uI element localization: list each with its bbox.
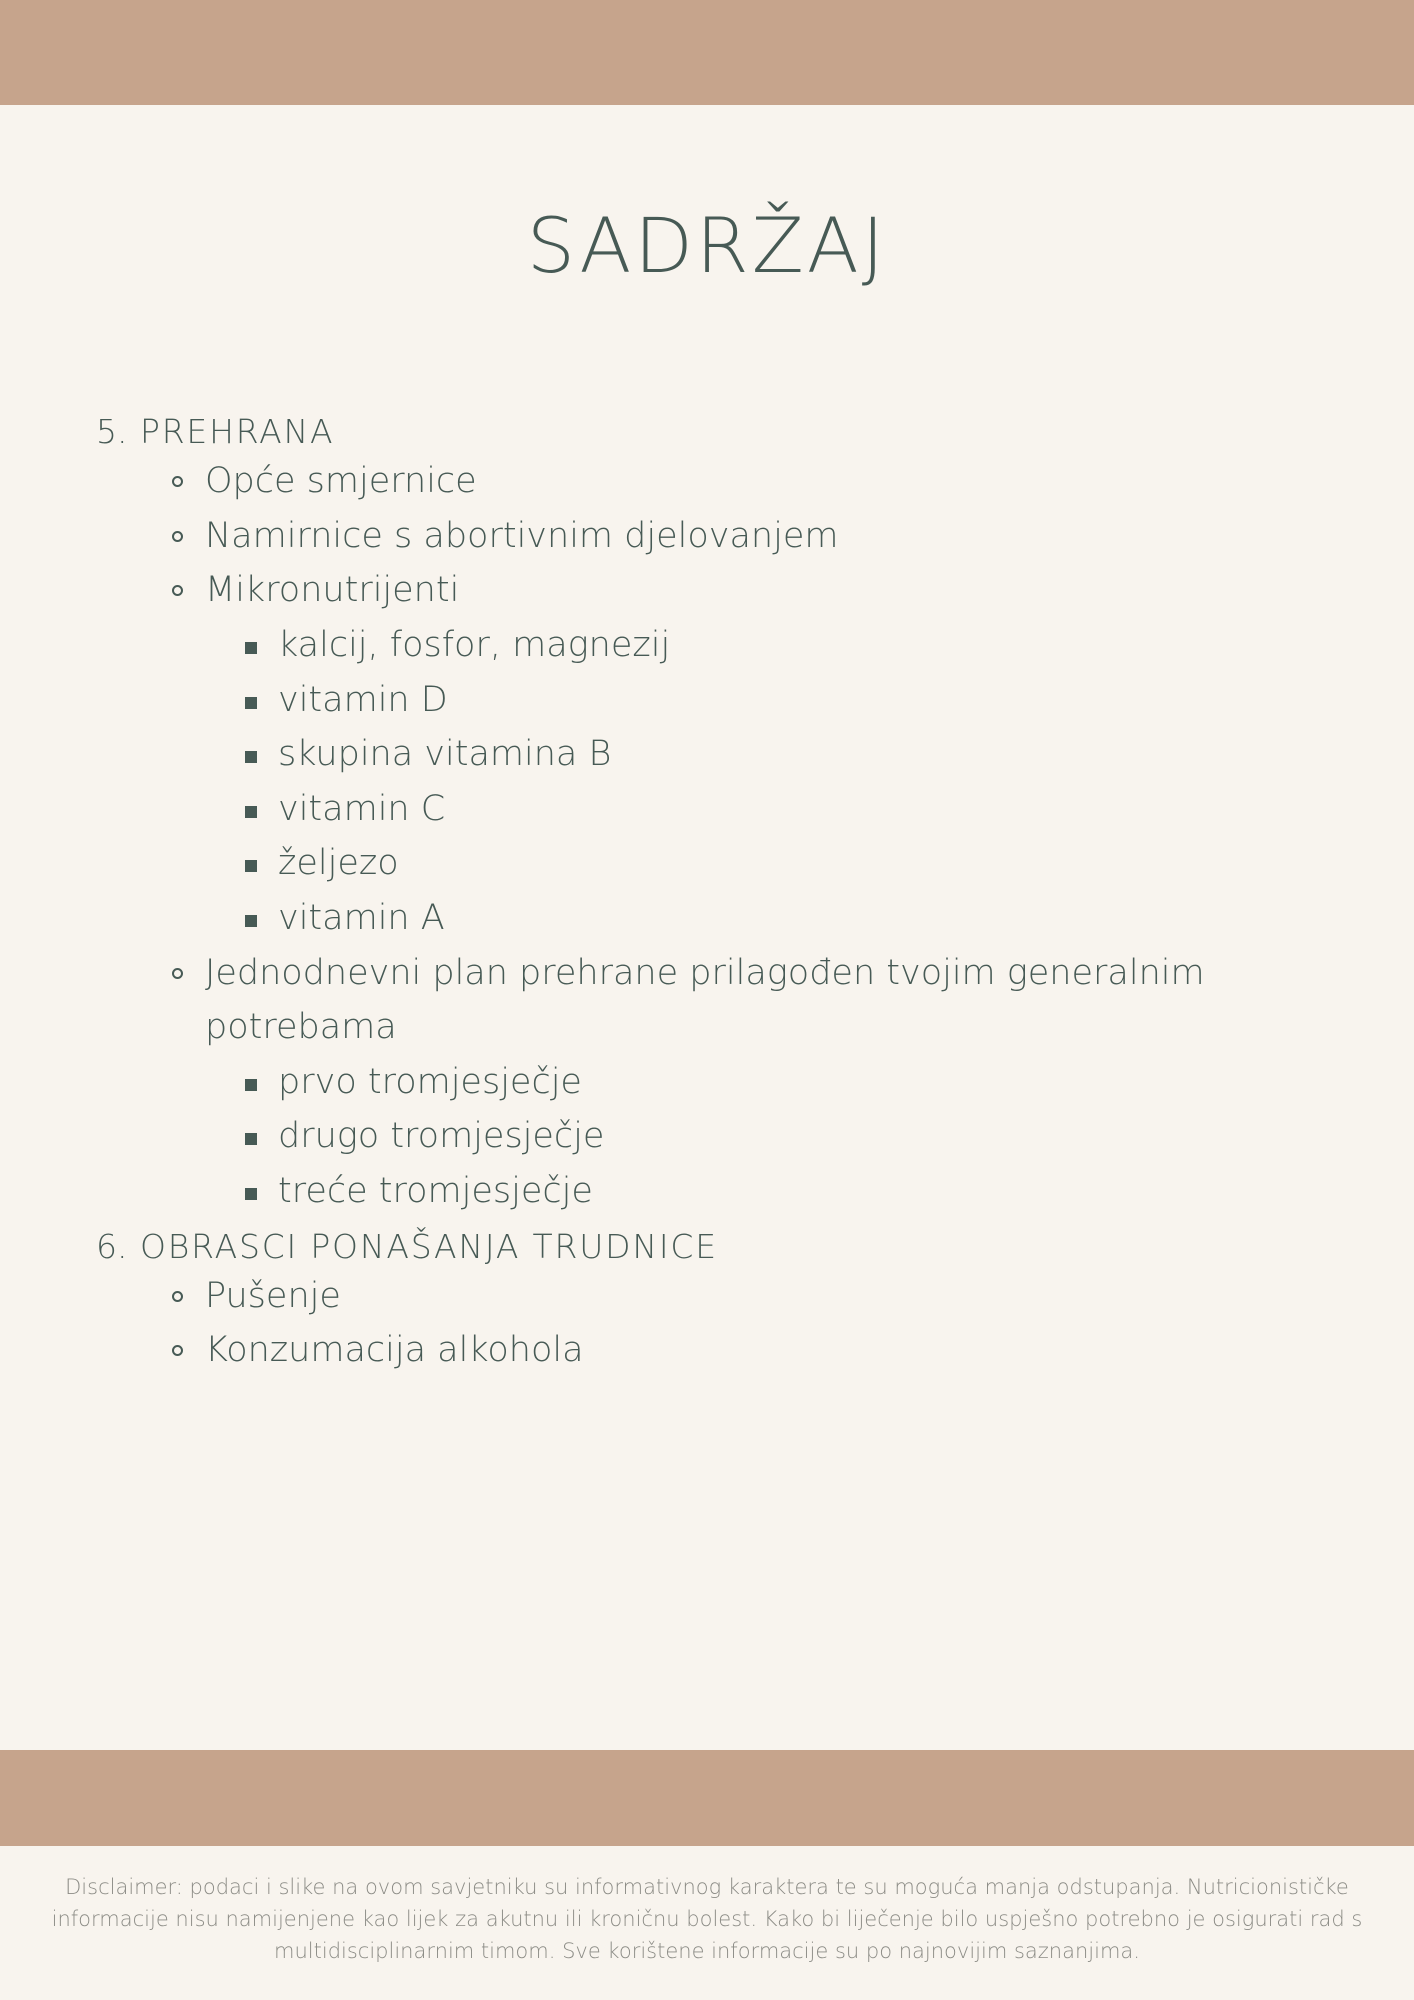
- toc-section-label: PREHRANA: [140, 412, 335, 451]
- toc-subsubitem-label: željezo: [278, 843, 399, 884]
- toc-subitem[interactable]: [0, 1323, 1345, 1378]
- toc-subsubitem[interactable]: [205, 1055, 1345, 1110]
- toc-subitem-label: Pušenje: [205, 1275, 341, 1316]
- toc-section-number: 6.: [96, 1226, 128, 1266]
- square-bullet-icon: [245, 806, 257, 818]
- toc-subitem-label: Namirnice s abortivnim djelovanjem: [205, 515, 839, 556]
- toc-subsubitem-list: [205, 1055, 1345, 1219]
- disclaimer-text: Disclaimer: podaci i slike na ovom savjetniku su informativnog karaktera te su moguća manja odstupanja. Nutricionističke informacije nisu namijenjene kao lijek za akutnu ili kroničnu bolest. Kako bi liječenje bilo uspješno potrebno je osigurati rad s multidisciplinarnim timom. Sve korištene informacije su po najnovijim saznanjima.: [51, 1875, 1363, 1963]
- toc-subsubitem[interactable]: [205, 727, 1345, 782]
- toc-subsubitem[interactable]: [205, 782, 1345, 837]
- top-decorative-band: [0, 0, 1414, 105]
- toc-subsubitem-label: skupina vitamina B: [278, 734, 612, 775]
- toc-section: [0, 1225, 1414, 1378]
- square-bullet-icon: [245, 1133, 257, 1145]
- square-bullet-icon: [245, 697, 257, 709]
- toc-section-number: 5.: [96, 412, 128, 451]
- circle-bullet-icon: [172, 476, 183, 487]
- toc-subsubitem[interactable]: [205, 836, 1345, 891]
- circle-bullet-icon: [172, 531, 183, 542]
- toc-subitem-label: Opće smjernice: [205, 461, 477, 502]
- circle-bullet-icon: [172, 1291, 183, 1302]
- toc-subsubitem-label: prvo tromjesječje: [278, 1061, 582, 1102]
- toc-subitem-label: Jednodnevni plan prehrane prilagođen tvojim generalnim potrebama: [205, 952, 1205, 1048]
- toc-subitem[interactable]: [0, 946, 1345, 1219]
- toc-subitem[interactable]: [0, 509, 1345, 564]
- toc-subitem[interactable]: [0, 454, 1345, 509]
- bottom-decorative-band: [0, 1750, 1414, 1846]
- square-bullet-icon: [245, 915, 257, 927]
- toc-subsubitem-label: vitamin A: [278, 897, 445, 938]
- circle-bullet-icon: [172, 585, 183, 596]
- toc-subsubitem[interactable]: [205, 1109, 1345, 1164]
- toc-subitem[interactable]: [0, 563, 1345, 945]
- toc-subitem-list: [0, 454, 1414, 1218]
- toc-subsubitem-label: vitamin C: [278, 788, 446, 829]
- circle-bullet-icon: [172, 1345, 183, 1356]
- toc-subitem[interactable]: [0, 1269, 1345, 1324]
- toc-subsubitem[interactable]: [205, 673, 1345, 728]
- toc-subitem-label: Konzumacija alkohola: [205, 1330, 584, 1371]
- square-bullet-icon: [245, 1188, 257, 1200]
- toc-subitem-list: [0, 1269, 1414, 1378]
- section-list: [0, 410, 1414, 1378]
- toc-subsubitem[interactable]: [205, 891, 1345, 946]
- square-bullet-icon: [245, 1079, 257, 1091]
- toc-subsubitem[interactable]: [205, 618, 1345, 673]
- toc-subsubitem[interactable]: [205, 1164, 1345, 1219]
- toc-subitem-label: Mikronutrijenti: [205, 570, 460, 611]
- square-bullet-icon: [245, 751, 257, 763]
- toc-subsubitem-list: [205, 618, 1345, 946]
- toc-subsubitem-label: drugo tromjesječje: [278, 1116, 605, 1157]
- toc-subsubitem-label: vitamin D: [278, 679, 448, 720]
- toc-subsubitem-label: kalcij, fosfor, magnezij: [278, 625, 671, 665]
- toc-section-label: OBRASCI PONAŠANJA TRUDNICE: [140, 1226, 718, 1266]
- toc-section-heading[interactable]: [0, 1225, 1414, 1269]
- table-of-contents: [0, 410, 1414, 1384]
- square-bullet-icon: [245, 642, 257, 654]
- circle-bullet-icon: [172, 968, 183, 979]
- page-title: SADRŽAJ: [526, 201, 888, 290]
- toc-section: [0, 410, 1414, 1219]
- toc-subsubitem-label: treće tromjesječje: [278, 1170, 593, 1211]
- toc-section-heading[interactable]: [0, 410, 1414, 454]
- square-bullet-icon: [245, 860, 257, 872]
